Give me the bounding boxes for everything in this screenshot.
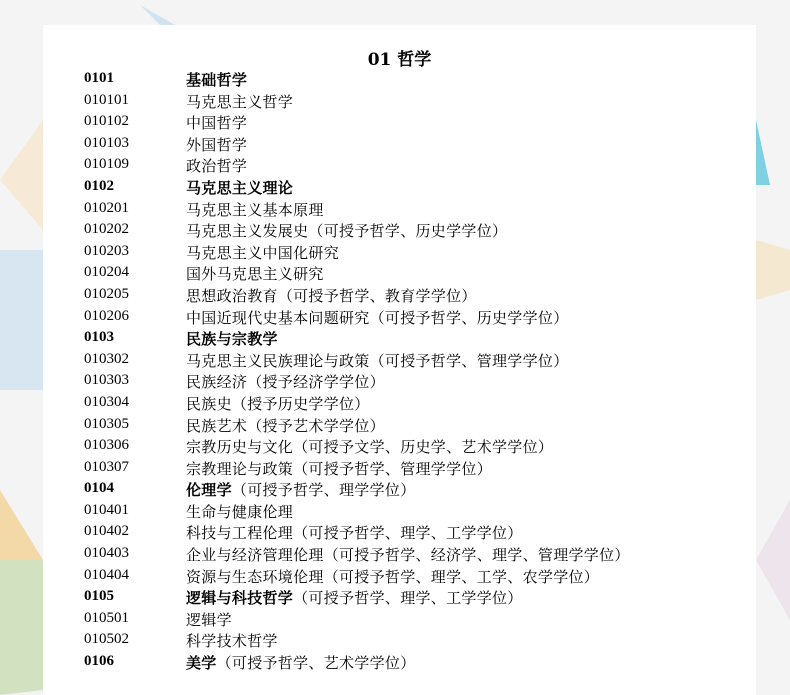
discipline-name xyxy=(186,630,278,651)
discipline-code: 010305 xyxy=(84,415,129,432)
discipline-code: 010403 xyxy=(84,545,129,562)
discipline-name xyxy=(186,415,385,436)
discipline-title: 科技与工程伦理 xyxy=(186,524,294,543)
discipline-title: 民族经济 xyxy=(186,373,248,392)
discipline-code: 010402 xyxy=(84,523,129,540)
discipline-title: 科学技术哲学 xyxy=(186,632,278,651)
discipline-name xyxy=(186,285,477,306)
discipline-code: 0102 xyxy=(84,177,114,194)
discipline-code: 010303 xyxy=(84,372,129,389)
degree-note: （授予艺术学学位） xyxy=(247,416,385,435)
discipline-code: 010502 xyxy=(84,631,129,648)
discipline-name xyxy=(186,393,370,414)
discipline-title: 民族与宗教学 xyxy=(186,330,278,349)
discipline-title: 马克思主义哲学 xyxy=(186,92,294,111)
discipline-code: 0105 xyxy=(84,588,114,605)
degree-note: （授予历史学学位） xyxy=(231,394,370,413)
discipline-title: 企业与经济管理伦理 xyxy=(186,546,324,565)
discipline-name xyxy=(186,263,324,284)
discipline-title: 中国哲学 xyxy=(186,114,248,133)
discipline-code: 010501 xyxy=(84,609,129,626)
discipline-name xyxy=(186,112,247,133)
degree-note: （可授予哲学、历史学学位） xyxy=(369,308,569,327)
discipline-title: 马克思主义民族理论与政策 xyxy=(186,351,370,370)
discipline-code: 010205 xyxy=(84,285,129,302)
discipline-code: 010201 xyxy=(84,199,129,216)
discipline-name xyxy=(186,220,507,241)
discipline-name xyxy=(186,479,416,500)
discipline-code: 010404 xyxy=(84,566,129,583)
discipline-name xyxy=(186,587,523,608)
discipline-code: 010102 xyxy=(84,113,129,130)
discipline-title: 宗教理论与政策 xyxy=(186,459,294,478)
degree-note: （可授予哲学、理学、工学学位） xyxy=(293,589,523,608)
degree-note: （可授予哲学、历史学学位） xyxy=(308,222,508,241)
discipline-code: 0106 xyxy=(84,653,114,670)
degree-note: （授予经济学学位） xyxy=(247,373,385,392)
degree-note: （可授予哲学、艺术学学位） xyxy=(216,654,416,673)
discipline-title: 美学 xyxy=(186,654,217,673)
degree-note: （可授予哲学、管理学学位） xyxy=(369,351,569,370)
discipline-title: 民族艺术 xyxy=(186,416,248,435)
discipline-title: 马克思主义发展史 xyxy=(186,222,309,241)
discipline-code: 010101 xyxy=(84,91,129,108)
page-title: 01 哲学 xyxy=(367,50,432,70)
discipline-name xyxy=(186,544,630,565)
discipline-title: 思想政治教育 xyxy=(186,286,278,305)
document-page xyxy=(43,25,756,695)
discipline-code: 0103 xyxy=(84,329,114,346)
discipline-title: 资源与生态环境伦理 xyxy=(186,567,324,586)
discipline-title: 政治哲学 xyxy=(186,157,248,176)
discipline-code: 010202 xyxy=(84,221,129,238)
discipline-name xyxy=(186,177,293,198)
discipline-name xyxy=(186,242,339,263)
degree-note: （可授予哲学、理学学位） xyxy=(231,481,416,500)
discipline-name xyxy=(186,371,385,392)
degree-note: （可授予文学、历史学、艺术学学位） xyxy=(293,438,554,457)
discipline-code: 010306 xyxy=(84,437,129,454)
discipline-name xyxy=(186,91,293,112)
discipline-code: 0101 xyxy=(84,70,114,86)
discipline-name xyxy=(186,199,324,220)
discipline-name xyxy=(186,458,492,479)
discipline-title: 民族史 xyxy=(186,394,232,413)
discipline-name xyxy=(186,436,553,457)
discipline-code: 010206 xyxy=(84,307,129,324)
discipline-title: 逻辑学 xyxy=(186,610,232,629)
discipline-title: 中国近现代史基本问题研究 xyxy=(186,308,370,327)
discipline-title: 宗教历史与文化 xyxy=(186,438,294,457)
discipline-title: 马克思主义中国化研究 xyxy=(186,243,340,262)
discipline-title: 马克思主义理论 xyxy=(186,178,294,197)
discipline-name xyxy=(186,501,293,522)
discipline-name xyxy=(186,69,247,90)
discipline-name xyxy=(186,307,569,328)
discipline-name xyxy=(186,522,523,543)
discipline-title: 伦理学 xyxy=(186,481,232,500)
discipline-name xyxy=(186,350,569,371)
discipline-code: 0104 xyxy=(84,480,114,497)
discipline-title: 外国哲学 xyxy=(186,135,248,154)
discipline-code: 010304 xyxy=(84,393,129,410)
discipline-name xyxy=(186,652,416,673)
discipline-title: 国外马克思主义研究 xyxy=(186,265,324,284)
discipline-name xyxy=(186,155,247,176)
degree-note: （可授予哲学、教育学学位） xyxy=(277,286,477,305)
degree-note: （可授予哲学、经济学、理学、管理学学位） xyxy=(323,546,630,565)
discipline-name xyxy=(186,566,599,587)
discipline-name xyxy=(186,609,232,630)
discipline-code: 010109 xyxy=(84,156,129,173)
degree-note: （可授予哲学、理学、工学学位） xyxy=(293,524,523,543)
discipline-code: 010203 xyxy=(84,242,129,259)
discipline-name xyxy=(186,134,247,155)
degree-note: （可授予哲学、理学、工学、农学学位） xyxy=(323,567,600,586)
discipline-code: 010401 xyxy=(84,501,129,518)
discipline-title: 马克思主义基本原理 xyxy=(186,200,324,219)
discipline-code: 010103 xyxy=(84,134,129,151)
discipline-code: 010204 xyxy=(84,264,129,281)
discipline-title: 基础哲学 xyxy=(186,71,248,89)
discipline-title: 生命与健康伦理 xyxy=(186,502,294,521)
discipline-code: 010307 xyxy=(84,458,129,475)
discipline-code: 010302 xyxy=(84,350,129,367)
degree-note: （可授予哲学、管理学学位） xyxy=(293,459,493,478)
discipline-title: 逻辑与科技哲学 xyxy=(186,589,294,608)
discipline-name xyxy=(186,328,278,349)
